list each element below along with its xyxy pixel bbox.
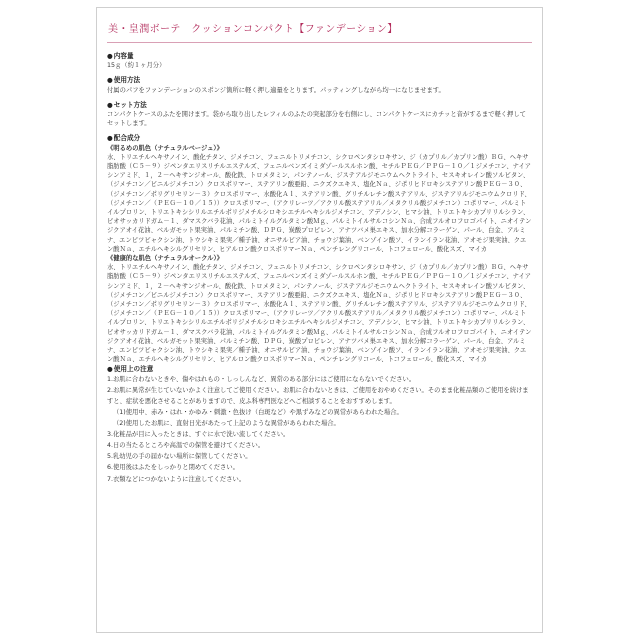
caution-subitem: （2)使用したお肌に、直射日光があたって上記のような異常があらわれた場合。	[113, 420, 340, 428]
caution-item: 4.日の当たるところや高温での保管を避けてください。	[107, 442, 265, 450]
usage-heading: ●使用方法	[107, 76, 141, 85]
ingredients-heading: ●配合成分	[107, 134, 141, 143]
bullet-icon: ●	[107, 100, 113, 109]
content-heading: ●内容量	[107, 52, 134, 60]
bullet-icon: ●	[107, 134, 113, 143]
caution-subitem: （1)使用中、赤み・はれ・かゆみ・刺激・色抜け（白斑など）や黒ずみなどの異常があらわれた場合。	[113, 408, 403, 416]
caution-item: 7.衣類などにつかないように注意してください。	[107, 475, 246, 483]
usage-text: 付属のパフをファンデーションのスポンジ箇所に軽く押し適量をとります。パッティングしながら均一になじませます。	[107, 86, 445, 94]
caution-item: 3.化粧品が目に入ったときは、すぐに水で洗い流してください。	[107, 431, 290, 439]
natural-ochre-ingredients: 水、トリエチルヘキサノイン、酸化チタン、ジメチコン、フェニルトリメチコン、シクロペンタシロキサン、ジ（カプリル／カプリン酸）ＢＧ、ヘキサ脂肪酸（Ｃ５－９）ジペンタエリスリチルエステルズ、フェニルベンズイミダゾールスルホン酸、セチルＰＥＧ／ＰＰＧ－１０／１ジメチコン、ナイアシンアミド、１，２－ヘキサンジオール、酸化鉄、トロメタミン、パンテノール、ジステアルジモニウムヘクトライト、セスキオレイン酸ソルビタン、（ジメチコン／ビニルジメチコン）クロスポリマー、ステアリン酸亜鉛、ニクズクエキス、塩化Ｎａ、ジポリヒドロキシステアリン酸ＰＥＧ－３０、（ジメチコン／ポリグリセリン－３）クロスポリマー、水酸化Ａｌ、ステアリン酸、グリチルレチン酸ステアリル、ジステアリルジモニウムクロリド、（ジメチコン／（ＰＥＧ－１０／１５））クロスポリマー、（アクリレーツ／アクリル酸ステアリル／メタクリル酸ジメチコン）コポリマー、パルミトイルプロリン、トリエトキシシリルエチルポリジメチルシロキシエチルヘキシルジメチコン、アデノシン、ヒマシ油、トリエトキシカプリリルシラン、ビオサッカリドガム－１、ダマスクバラ花油、パルミトイルグルタミン酸Ｍｇ、パルミトイルサルコシンＮａ、合成フルオロフロゴパイト、ニオイテンジクアオイ花油、ベルガモット果実油、パルミチン酸、ＤＰＧ、炭酸プロピレン、アナツバメ巣エキス、加水分解コラーゲン、パール、白金、アルミナ、エンピツビャクシン油、トウシキミ果実／種子油、オニサルビア油、チョウジ葉油、ベンゾイン酸ソ、イランイラン花油、アオモジ果実油、クエン酸Ｎａ、エチルヘキシルグリセリン、ヒアルロン酸クロスポリマーＮａ、ペンチレングリコール、トコフェロール、酸化スズ、マイカ	[107, 264, 532, 364]
product-info-panel	[96, 7, 543, 633]
content-text: 15ｇ（約１ヶ月分）	[107, 62, 166, 70]
bullet-icon: ●	[107, 76, 113, 85]
natural-ochre-subheading: 《健康的な肌色（ナチュラルオークル）》	[107, 255, 223, 263]
caution-item: 6.使用後はふたをしっかりと閉めてください。	[107, 464, 239, 472]
natural-beige-subheading: 《明るめの肌色（ナチュラルベージュ）》	[107, 144, 223, 152]
product-title: 美・皇潤ボーテ クッションコンパクト【ファンデーション】	[108, 24, 398, 35]
cautions-list	[107, 374, 532, 485]
caution-item: 2.お肌に異常が生じていないかよく注意してご使用ください。お肌に合わないときは、ご使用をおやめください。そのまま化粧品類のご使用を続けますと、症状を悪化させることがありますので、皮ふ科専門医などへご相談することをおすすめします。	[107, 386, 529, 405]
bullet-icon: ●	[107, 364, 113, 373]
cautions-heading: ●使用上の注意	[107, 364, 154, 373]
natural-beige-ingredients: 水、トリエチルヘキサノイン、酸化チタン、ジメチコン、フェニルトリメチコン、シクロペンタシロキサン、ジ（カプリル／カプリン酸）ＢＧ、ヘキサ脂肪酸（Ｃ５－９）ジペンタエリスリチルエステルズ、フェニルベンズイミダゾールスルホン酸、セチルＰＥＧ／ＰＰＧ－１０／１ジメチコン、ナイアシンアミド、１，２－ヘキサンジオール、酸化鉄、トロメタミン、パンテノール、ジステアルジモニウムヘクトライト、セスキオレイン酸ソルビタン、（ジメチコン／ビニルジメチコン）クロスポリマー、ステアリン酸亜鉛、ニクズクエキス、塩化Ｎａ、ジポリヒドロキシステアリン酸ＰＥＧ－３０、（ジメチコン／ポリグリセリン－３）クロスポリマー、水酸化Ａｌ、ステアリン酸、グリチルレチン酸ステアリル、ジステアリルジモニウムクロリド、（ジメチコン／（ＰＥＧ－１０／１５））クロスポリマー、（アクリレーツ／アクリル酸ステアリル／メタクリル酸ジメチコン）コポリマー、パルミトイルプロリン、トリエトキシシリルエチルポリジメチルシロキシエチルヘキシルジメチコン、アデノシン、ヒマシ油、トリエトキシカプリリルシラン、ビオサッカリドガム－１、ダマスクバラ花油、パルミトイルグルタミン酸Ｍｇ、パルミトイルサルコシンＮａ、合成フルオロフロゴパイト、ニオイテンジクアオイ花油、ベルガモット果実油、パルミチン酸、ＤＰＧ、炭酸プロピレン、アナツバメ巣エキス、加水分解コラーゲン、パール、白金、アルミナ、エンピツビャクシン油、トウシキミ果実／種子油、オニサルビア油、チョウジ葉油、ベンゾイン酸ソ、イランイラン花油、アオモジ果実油、クエン酸Ｎａ、エチルヘキシルグリセリン、ヒアルロン酸クロスポリマーＮａ、ペンチレングリコール、トコフェロール、酸化スズ、マイカ	[107, 153, 532, 253]
title-divider	[107, 42, 532, 43]
set-heading: ●セット方法	[107, 100, 147, 109]
caution-item: 5.乳幼児の手の届かない場所に保管してください。	[107, 453, 252, 461]
set-text: コンパクトケースのふたを開けます。袋から取り出したレフィルのふたの突起部分を右側にし、コンパクトケースにカチッと音がするまで軽く押してセットします。	[107, 111, 526, 128]
bullet-icon: ●	[107, 52, 113, 60]
caution-item: 1.お肌に合わないときや、傷やはれもの・しっしんなど、異常のある部分にはご使用にならないでください。	[107, 375, 416, 383]
